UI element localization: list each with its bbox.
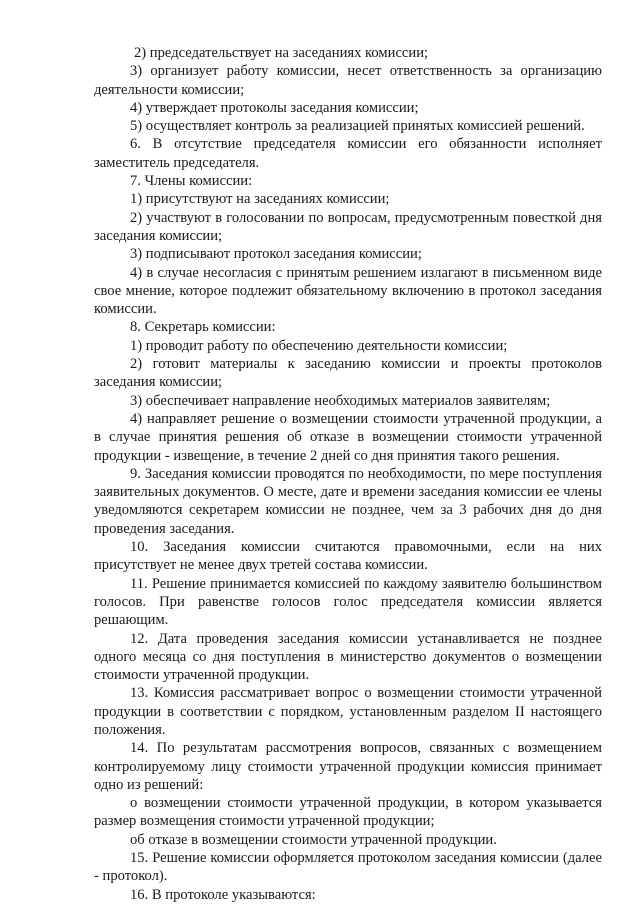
paragraph: 3) организует работу комиссии, несет ответственность за организацию деятельности комиссии; xyxy=(94,63,602,98)
paragraph: 1) присутствуют на заседаниях комиссии; xyxy=(130,191,390,208)
paragraph: 16. В протоколе указываются: xyxy=(130,886,316,903)
paragraph: 15. Решение комиссии оформляется протоколом заседания комиссии (далее - протокол). xyxy=(94,850,602,885)
paragraph: 4) направляет решение о возмещении стоимости утраченной продукции, а в случае принятия решения об отказе в возмещении стоимости утраченной продукции - извещение, в течение 2 дней со дня принятия такого решения. xyxy=(94,410,602,464)
paragraph: о возмещении стоимости утраченной продукции, в котором указывается размер возмещения стоимости утраченной продукции; xyxy=(94,795,602,830)
paragraph: 14. По результатам рассмотрения вопросов, связанных с возмещением контролируемому лицу стоимости утраченной продукции комиссия принимает одно из решений: xyxy=(94,740,602,793)
paragraph: 3) подписывают протокол заседания комиссии; xyxy=(130,246,422,263)
paragraph: 1) проводит работу по обеспечению деятельности комиссии; xyxy=(130,337,508,354)
paragraph: 3) обеспечивает направление необходимых материалов заявителям; xyxy=(130,392,551,409)
paragraph: 2) готовит материалы к заседанию комиссии и проекты протоколов заседания комиссии; xyxy=(94,356,602,391)
paragraph: 5) осуществляет контроль за реализацией принятых комиссией решений. xyxy=(130,118,585,135)
paragraph: 11. Решение принимается комиссией по каждому заявителю большинством голосов. При равенстве голосов голос председателя комиссии является решающим. xyxy=(94,575,602,629)
paragraph: 9. Заседания комиссии проводятся по необходимости, по мере поступления заявительных документов. О месте, дате и времени заседания комиссии ее члены уведомляются секретарем комиссии не позднее, чем за 3 рабочих дня до дня проведения заседания. xyxy=(94,465,602,537)
document-body xyxy=(94,44,602,904)
paragraph: об отказе в возмещении стоимости утраченной продукции. xyxy=(130,831,497,848)
paragraph: 4) утверждает протоколы заседания комиссии; xyxy=(130,99,419,116)
paragraph: 2) участвуют в голосовании по вопросам, предусмотренным повесткой дня заседания комиссии; xyxy=(94,209,602,244)
paragraph: 2) председательствует на заседаниях комиссии; xyxy=(134,45,429,61)
paragraph: 8. Секретарь комиссии: xyxy=(130,319,276,336)
paragraph: 6. В отсутствие председателя комиссии его обязанности исполняет заместитель председателя. xyxy=(94,136,602,171)
paragraph: 12. Дата проведения заседания комиссии устанавливается не позднее одного месяца со дня поступления в министерство документов о возмещении стоимости утраченной продукции. xyxy=(94,630,602,684)
paragraph: 4) в случае несогласия с принятым решением излагают в письменном виде свое мнение, которое подлежит обязательному включению в протокол заседания комиссии. xyxy=(94,264,602,318)
paragraph: 10. Заседания комиссии считаются правомочными, если на них присутствует не менее двух третей состава комиссии. xyxy=(94,539,602,574)
paragraph: 7. Члены комиссии: xyxy=(130,173,253,190)
paragraph: 13. Комиссия рассматривает вопрос о возмещении стоимости утраченной продукции в соответствии с порядком, установленным разделом II настоящего положения. xyxy=(94,685,602,738)
